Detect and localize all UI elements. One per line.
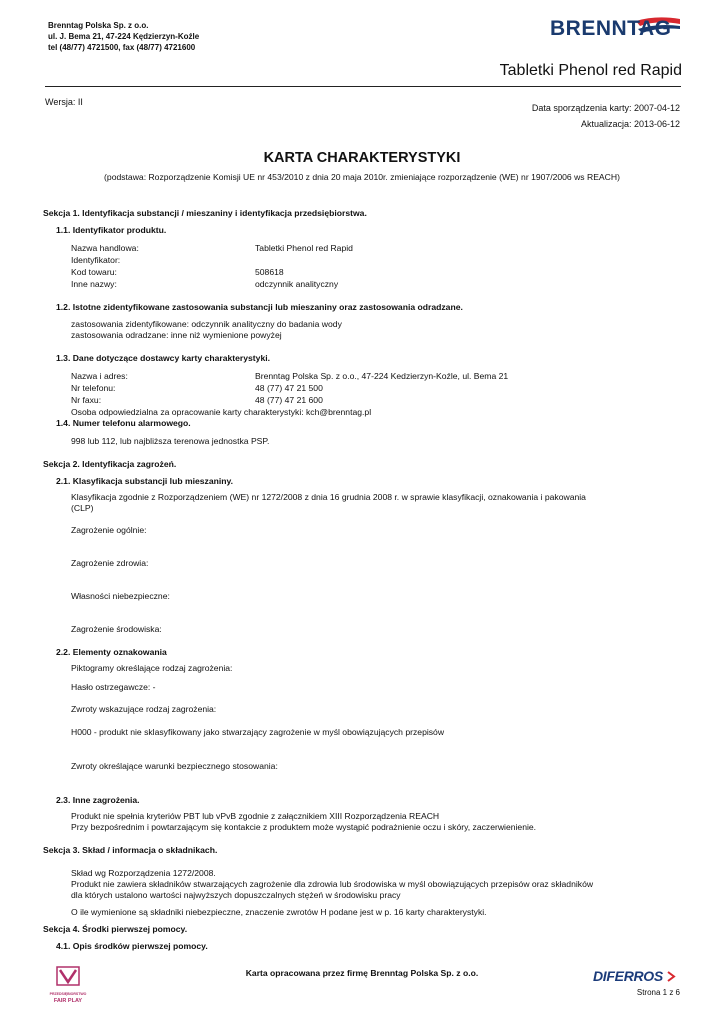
supplier-fax-value: 48 (77) 47 21 600 [255, 395, 323, 405]
pictograms-label: Piktogramy określające rodzaj zagrożenia: [71, 663, 233, 673]
pbt-statement: Produkt nie spełnia kryteriów PBT lub vPvB zgodnie z załącznikiem XIII Rozporządzenia REACH [71, 811, 440, 821]
trade-name-value: Tabletki Phenol red Rapid [255, 243, 353, 253]
section-1-heading: Sekcja 1. Identyfikacja substancji / mieszaniny i identyfikacja przedsiębiorstwa. [43, 208, 367, 218]
date-updated: Aktualizacja: 2013-06-12 [580, 119, 680, 129]
subsection-2-2-heading: 2.2. Elementy oznakowania [56, 647, 167, 657]
brenntag-logo [548, 14, 682, 49]
supplier-fax-label: Nr faxu: [71, 395, 102, 405]
general-hazard-label: Zagrożenie ogólnie: [71, 525, 147, 535]
identifier-label: Identyfikator: [71, 255, 121, 265]
composition-statement-3: O ile wymienione są składniki niebezpieczne, znaczenie zwrotów H podane jest w p. 16 karty charakterystyki. [71, 907, 487, 917]
fair-play-text: FAIR PLAY [53, 998, 83, 1004]
product-code-label: Kod towaru: [71, 267, 117, 277]
trade-name-label: Nazwa handlowa: [71, 243, 139, 253]
version-label: Wersja: II [45, 97, 83, 107]
health-hazard-label: Zagrożenie zdrowia: [71, 558, 149, 568]
subsection-1-2-heading: 1.2. Istotne zidentyfikowane zastosowania substancji lub mieszaniny oraz zastosowania odradzane. [56, 302, 463, 312]
product-title: Tabletki Phenol red Rapid [499, 62, 682, 79]
document-title: KARTA CHARAKTERYSTYKI [263, 150, 461, 166]
hazard-statements-label: Zwroty wskazujące rodzaj zagrożenia: [71, 704, 217, 714]
subsection-1-1-heading: 1.1. Identyfikator produktu. [56, 225, 167, 235]
header-divider [45, 86, 681, 87]
section-3-heading: Sekcja 3. Skład / informacja o składnikach. [43, 845, 218, 855]
clp-classification-text: Klasyfikacja zgodnie z Rozporządzeniem (WE) nr 1272/2008 z dnia 16 grudnia 2008 r. w sprawie klasyfikacji, oznakowania i pakowania [71, 492, 586, 502]
company-phone: tel (48/77) 4721500, fax (48/77) 4721600 [48, 43, 196, 52]
subsection-4-1-heading: 4.1. Opis środków pierwszej pomocy. [56, 941, 208, 951]
subsection-1-4-heading: 1.4. Numer telefonu alarmowego. [56, 418, 191, 428]
other-names-value: odczynnik analityczny [255, 279, 339, 289]
subsection-2-3-heading: 2.3. Inne zagrożenia. [56, 795, 140, 805]
page-number: Strona 1 z 6 [636, 988, 680, 997]
emergency-phone: 998 lub 112, lub najbliższa terenowa jednostka PSP. [71, 436, 270, 446]
section-4-heading: Sekcja 4. Środki pierwszej pomocy. [43, 924, 188, 934]
fair-play-caption: PRZEDSIĘBIORSTWO [49, 992, 87, 996]
section-2-heading: Sekcja 2. Identyfikacja zagrożeń. [43, 459, 177, 469]
supplier-address-value: Brenntag Polska Sp. z o.o., 47-224 Kedzierzyn-Koźle, ul. Bema 21 [255, 371, 509, 381]
dangerous-properties-label: Własności niebezpieczne: [71, 591, 170, 601]
composition-statement-1: Produkt nie zawiera składników stwarzających zagrożenie dla zdrowia lub środowiska w myśl obowiązujących przepisów oraz składników [71, 879, 594, 889]
uses-advised-against: zastosowania odradzane: inne niż wymienione powyżej [71, 330, 282, 340]
company-name: Brenntag Polska Sp. z o.o. [48, 21, 149, 30]
company-address-block [48, 20, 199, 53]
document-subtitle: (podstawa: Rozporządzenie Komisji UE nr 453/2010 z dnia 20 maja 2010r. zmieniające rozporządzenie (WE) nr 1907/2006 ws REACH) [104, 172, 620, 182]
diferros-logo-text: DIFERROS [593, 968, 663, 984]
supplier-phone-value: 48 (77) 47 21 500 [255, 383, 323, 393]
dates-block [532, 100, 680, 132]
company-street: ul. J. Bema 21, 47-224 Kędzierzyn-Koźle [48, 32, 200, 41]
subsection-2-1-heading: 2.1. Klasyfikacja substancji lub mieszaniny. [56, 476, 234, 486]
clp-classification-text-2: (CLP) [71, 503, 94, 513]
other-names-label: Inne nazwy: [71, 279, 117, 289]
responsible-person: Osoba odpowiedzialna za opracowanie karty charakterystyki: kch@brenntag.pl [71, 407, 372, 417]
composition-statement-2: dla których ustalono wartości najwyższych dopuszczalnych stężeń w środowisku pracy [71, 890, 401, 900]
identified-uses: zastosowania zidentyfikowane: odczynnik analityczny do badania wody [71, 319, 342, 329]
signal-word-label: Hasło ostrzegawcze: - [71, 682, 156, 692]
diferros-chevron-icon [667, 971, 676, 982]
brenntag-logo-text: BRENNTAG [550, 17, 672, 40]
product-code-value: 508618 [255, 267, 284, 277]
environmental-hazard-label: Zagrożenie środowiska: [71, 624, 162, 634]
date-created: Data sporządzenia karty: 2007-04-12 [531, 103, 680, 113]
precautionary-statements-label: Zwroty określające warunki bezpiecznego stosowania: [71, 761, 278, 771]
composition-regulation: Skład wg Rozporządzenia 1272/2008. [71, 868, 216, 878]
prepared-by: Karta opracowana przez firmę Brenntag Polska Sp. z o.o. [245, 968, 479, 978]
diferros-logo [593, 968, 676, 984]
h000-statement: H000 - produkt nie sklasyfikowany jako stwarzający zagrożenie w myśl obowiązujących przepisów [71, 727, 445, 737]
supplier-address-label: Nazwa i adres: [71, 371, 128, 381]
supplier-phone-label: Nr telefonu: [71, 383, 116, 393]
subsection-1-3-heading: 1.3. Dane dotyczące dostawcy karty charakterystyki. [56, 353, 271, 363]
irritation-statement: Przy bezpośrednim i powtarzającym się kontakcie z produktem może wystąpić podrażnienie oczu i skóry, zaczerwienienie. [71, 822, 537, 832]
